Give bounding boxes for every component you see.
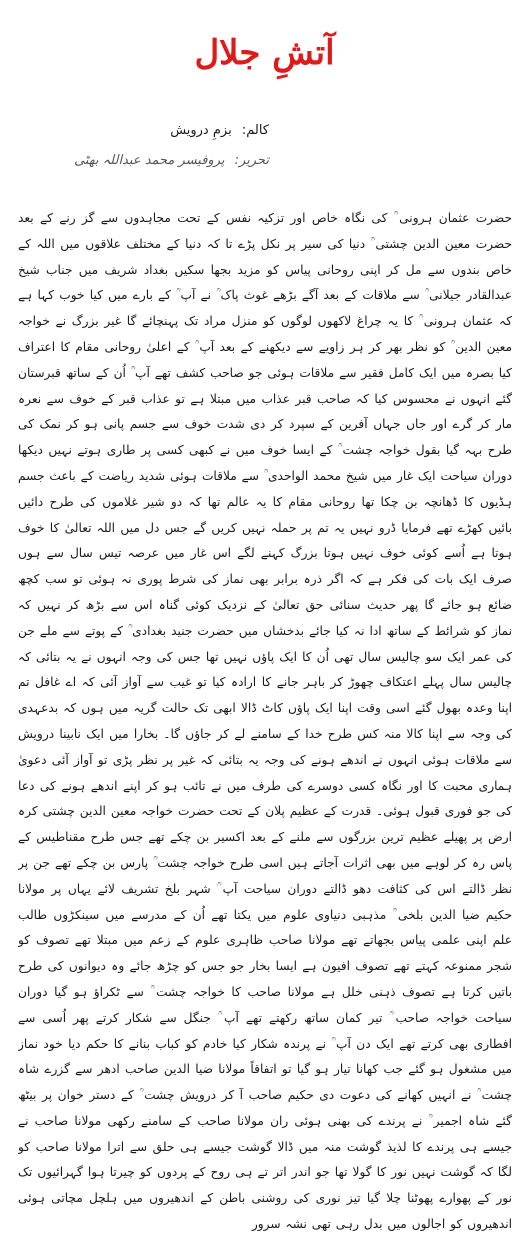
column-byline [49, 123, 269, 138]
author-byline [49, 153, 269, 168]
column-label: کالم: [241, 123, 269, 138]
author-label: تحریر: [234, 153, 269, 168]
article-title: آتشِ جلال [194, 33, 335, 73]
author-name: پروفیسر محمد عبداللہ بھٹی [74, 153, 225, 168]
article-body: حضرت عثمان ہرونی ؒ کی نگاہ خاص اور تزکیہ نفس کے تحت مجاہدوں سے گز رنے کے بعد حضرت معین الدین چشتی ؒ دنیا کی سیر پر نکل پڑے تا کہ دنیا کے مختلف علاقوں میں اللہ کے خاص بندوں سے مل کر اپنی روحانی پیاس کو مزید بجھا سکیں بغداد شریف میں جناب شیخ عبدالقادر جیلانی ؒ سے ملاقات کے بعد آگے بڑھے غوث پاک ؒ نے آپ ؒ کے بارے میں کیا خوب کہا ہے کہ عثمان ہرونی ؒ کا یہ چراغ لاکھوں لوگوں کو منزل مراد تک پہنچائے گا غیر بزرگ نے خواجہ معین الدین ؒ کو نظر بھر کر ہر زاویے سے دیکھنے کے بعد آپ ؒ کے اعلیٰ روحانی مقام کا اعتراف کیا بصرہ میں ایک کامل فقیر سے ملاقات ہوئی جو صاحب کشف تھے آپ ؒ اُن کے ساتھ قبرستان گئے انہوں نے محسوس کیا کہ صاحب قبر عذاب میں مبتلا ہے تو عذاب قبر کے خوف سے نعرہ مار کر گرے اور جاں جہاں آفرین کے سپرد کر دی شدت خوف سے جسم پانی ہو کر نمک کی طرح بہہ گیا بقول خواجہ چشت ؒ کے ایسا خوف میں نے کبھی کسی پر طاری ہوتے نہیں دیکھا دوران سیاحت ایک غار میں شیخ محمد الواحدی ؒ سے ملاقات ہوئی شدید ریاضت کے باعث جسم ہڈیوں کا ڈھانچہ بن چکا تھا روحانی مقام کا یہ عالم تھا کہ دو شیر غلاموں کی طرح دائیں بائیں کھڑے تھے فرمایا ڈرو نہیں یہ تم پر حملہ نہیں کریں گے جس دل میں اللہ تعالیٰ کا خوف ہوتا ہے اُسے کوئی خوف نہیں ہوتا بزرگ کہنے لگے اس غار میں عرصہ تیس سال سے ہوں صرف ایک بات کی فکر ہے کہ اگر ذرہ برابر بھی نماز کی شرط پوری نہ ہوئی تو سب کچھ ضائع ہو جائے گا پھر حدیث سنائی حق تعالیٰ کے نزدیک کوئی گناہ اس سے بڑھ کر نہیں کہ نماز کو شرائط کے ساتھ ادا نہ کیا جائے بدخشاں میں حضرت جنید بغدادی ؒ کے پوتے سے ملے جن کی عمر ایک سو چالیس سال تھی اُن کا ایک پاؤں نہیں تھا جس کی وجہ انہوں نے یہ بتائی کہ چالیس سال پہلے اعتکاف چھوڑ کر باہر جانے کا ارادہ کیا تو غیب سے آواز آئی کہ اے غافل تم اپنا وعدہ بھول گئے اسی وقت اپنا ایک پاؤں کاٹ ڈالا ابھی تک حالت گریہ میں ہوں کہ بدعہدی کی وجہ سے اپنا کالا منہ کس طرح خدا کے سامنے لے کر جاؤں گا۔ بخارا میں ایک نابینا درویش سے ملاقات ہوئی انہوں نے اندھے ہونے کی وجہ یہ بتائی کہ غیر پر نظر پڑی تو آواز آئی دعویٰ ہماری محبت کا اور نگاہ کسی دوسرے کی طرف میں نے تائب ہو کر اپنے اندھے ہونے کی دعا کی جو فوری قبول ہوئی۔ قدرت کے عظیم پلان کے تحت حضرت خواجہ معین الدین چشتی کرہ ارض پر پھیلے عظیم ترین بزرگوں سے ملنے کے بعد اکسیر بن چکے تھے جس طرح مقناطیس کے پاس رہ کر لوہے میں بھی اثرات آجاتے ہیں اسی طرح خواجہ چشت ؒ پارس بن چکے تھے جن پر نظر ڈالتے اس کی کثافت دھو ڈالتے دوران سیاحت آپ ؒ شہر بلخ تشریف لائے یہاں پر مولانا حکیم ضیا الدین بلخی ؒ مذہبی دنیاوی علوم میں یکتا تھے اُن کے مدرسے میں سینکڑوں طالب علم اپنی علمی پیاس بجھاتے تھے مولانا صاحب ظاہری علوم کے زعم میں مبتلا تھے تصوف کو شجر ممنوعہ کہتے تھے تصوف افیون ہے ایسا بخار جو جس کو چڑھ جائے وہ دیوانوں کی طرح باتیں کرتا ہے تصوف ذہنی خلل ہے مولانا صاحب کا خواجہ چشت ؒ سے ٹکراؤ ہو گیا دوران سیاحت خواجہ صاحب ؒ تیر کمان ساتھ رکھتے تھے آپ ؒ جنگل سے شکار کرتے پھر اُسی سے افطاری بھی کرتے تھے ایک دن آپ ؒ نے پرندہ شکار کیا خادم کو کباب بنانے کا حکم دیا خود نماز میں مشغول ہو گئے جب کھانا تیار ہو گیا تو اتفاقاً مولانا ضیا الدین صاحب ادھر سے گزرے شاہ چشت ؒ نے انہیں کھانے کی دعوت دی حکیم صاحب آ کر درویش چشت ؒ کے دستر خوان پر بیٹھ گئے شاہ اجمیر ؒ نے پرندے کی بھنی ہوئی ران مولانا صاحب کے سامنے رکھی مولانا صاحب نے جیسے ہی پرندے کا لذیذ گوشت منہ میں ڈالا گوشت جیسے ہی حلق سے اترا مولانا صاحب کو لگا کہ گوشت نہیں نور کا گولا تھا جو اندر اتر تے ہی روح کے پردوں کو چیرتا ہوا گہرائیوں تک نور کے پھوارے پھوٹنا چلا گیا تیز نوری کی روشنی باطن کے اندھیروں میں ہلچل مچاتی ہوئی اندھیروں کو اجالوں میں بدل رہی تھی نشہ سرور [18, 211, 512, 1232]
column-name: بزمِ درویش [170, 123, 232, 138]
